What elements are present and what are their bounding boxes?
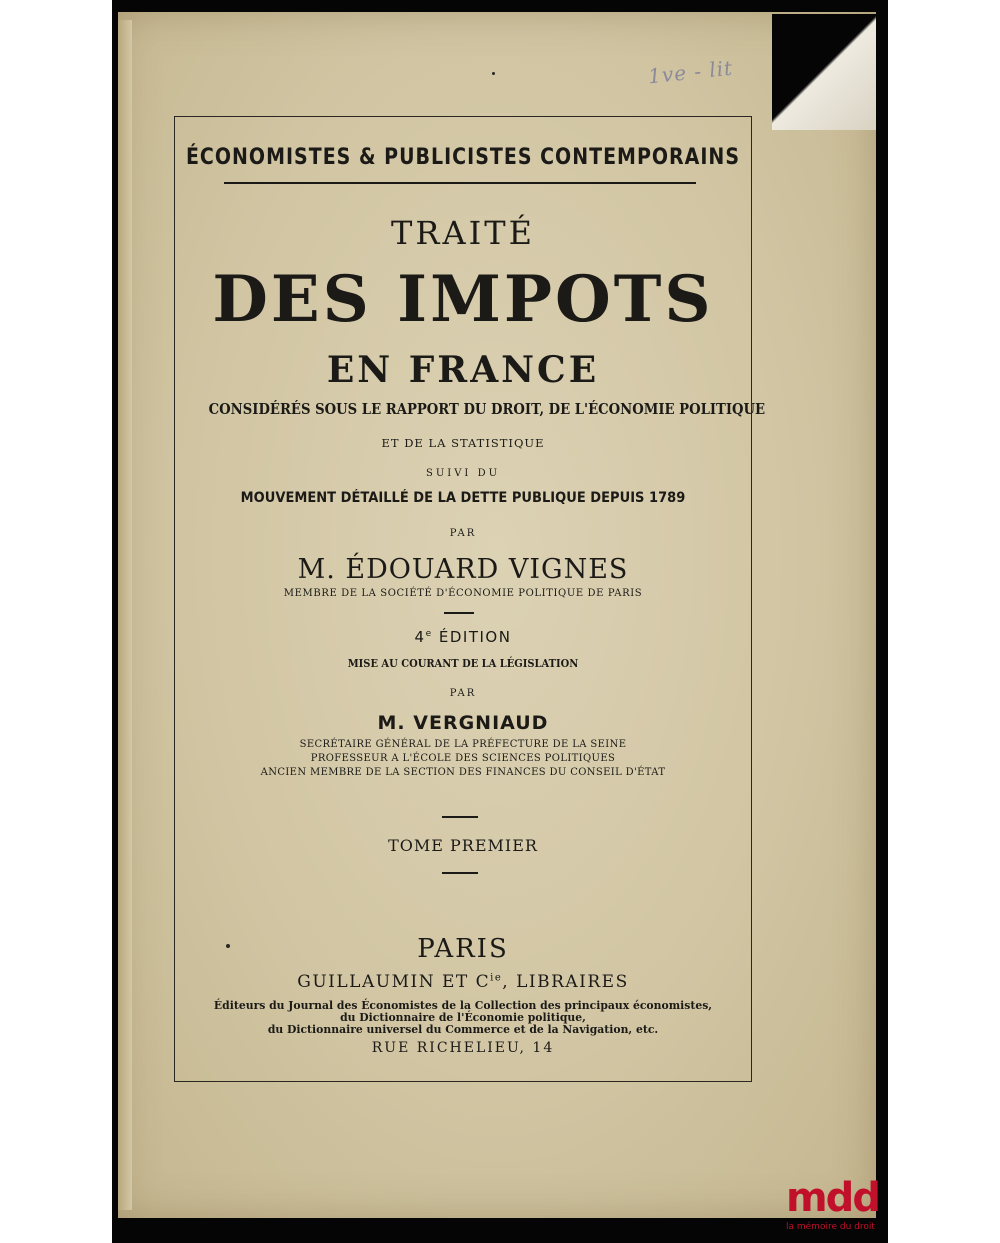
divider-1 (444, 612, 474, 614)
publisher-line-2: du Dictionnaire de l'Économie politique, (340, 1010, 586, 1024)
publisher-name (174, 972, 752, 992)
reviser-role-1: SECRÉTAIRE GÉNÉRAL DE LA PRÉFECTURE DE LA SEINE (299, 738, 627, 750)
subtitle-line-1: CONSIDÉRÉS SOUS LE RAPPORT DU DROIT, DE L'ÉCONOMIE POLITIQUE (208, 400, 766, 418)
reviser-role-2: PROFESSEUR A L'ÉCOLE DES SCIENCES POLITIQUES (310, 752, 616, 764)
reviser-name: M. VERGNIAUD (377, 712, 549, 734)
volume-label: TOME PREMIER (388, 836, 538, 855)
edition-word: ÉDITION (432, 628, 512, 646)
print-speck-top (492, 72, 495, 75)
by-label-1: PAR (449, 528, 477, 539)
followed-by-label: SUIVI DU (425, 468, 501, 479)
publisher-line-1: Éditeurs du Journal des Économistes de la Collection des principaux économistes, (213, 998, 713, 1012)
reviser-role-3: ANCIEN MEMBRE DE LA SECTION DES FINANCES DU CONSEIL D'ÉTAT (260, 766, 666, 778)
title-traite: TRAITÉ (391, 214, 535, 252)
publisher-address: RUE RICHELIEU, 14 (371, 1040, 555, 1056)
mdd-logo-tagline: la mémoire du droit (786, 1222, 875, 1232)
edition-label (174, 628, 752, 646)
title-main: DES IMPOTS (212, 262, 714, 337)
cover-left-edge (118, 20, 132, 1210)
supplement-title: MOUVEMENT DÉTAILLÉ DE LA DETTE PUBLIQUE DEPUIS 1789 (240, 490, 686, 506)
publisher-name-sup: ie (490, 972, 503, 984)
edition-number: 4 (414, 628, 426, 646)
publisher-line-3: du Dictionnaire universel du Commerce et de la Navigation, etc. (267, 1022, 659, 1036)
imprint-city: PARIS (417, 934, 509, 964)
pencil-margin-note: 1ve - lit (646, 55, 735, 89)
series-title: ÉCONOMISTES & PUBLICISTES CONTEMPORAINS (185, 144, 741, 170)
publisher-name-text: GUILLAUMIN ET C (297, 972, 491, 992)
mdd-logo (786, 1176, 886, 1238)
mdd-logo-mark: mdd (786, 1175, 879, 1221)
folded-corner (772, 14, 876, 130)
author-name: M. ÉDOUARD VIGNES (297, 554, 629, 585)
edition-suffix: e (425, 629, 433, 639)
divider-2 (442, 816, 478, 818)
by-label-2: PAR (449, 688, 477, 699)
title-en-france: EN FRANCE (326, 349, 600, 391)
author-role: MEMBRE DE LA SOCIÉTÉ D'ÉCONOMIE POLITIQUE DE PARIS (283, 588, 643, 599)
subtitle-line-2: ET DE LA STATISTIQUE (381, 436, 545, 450)
publisher-name-suffix: , LIBRAIRES (502, 972, 629, 992)
edition-note: MISE AU COURANT DE LA LÉGISLATION (347, 657, 579, 670)
divider-3 (442, 872, 478, 874)
series-underline (224, 182, 696, 184)
